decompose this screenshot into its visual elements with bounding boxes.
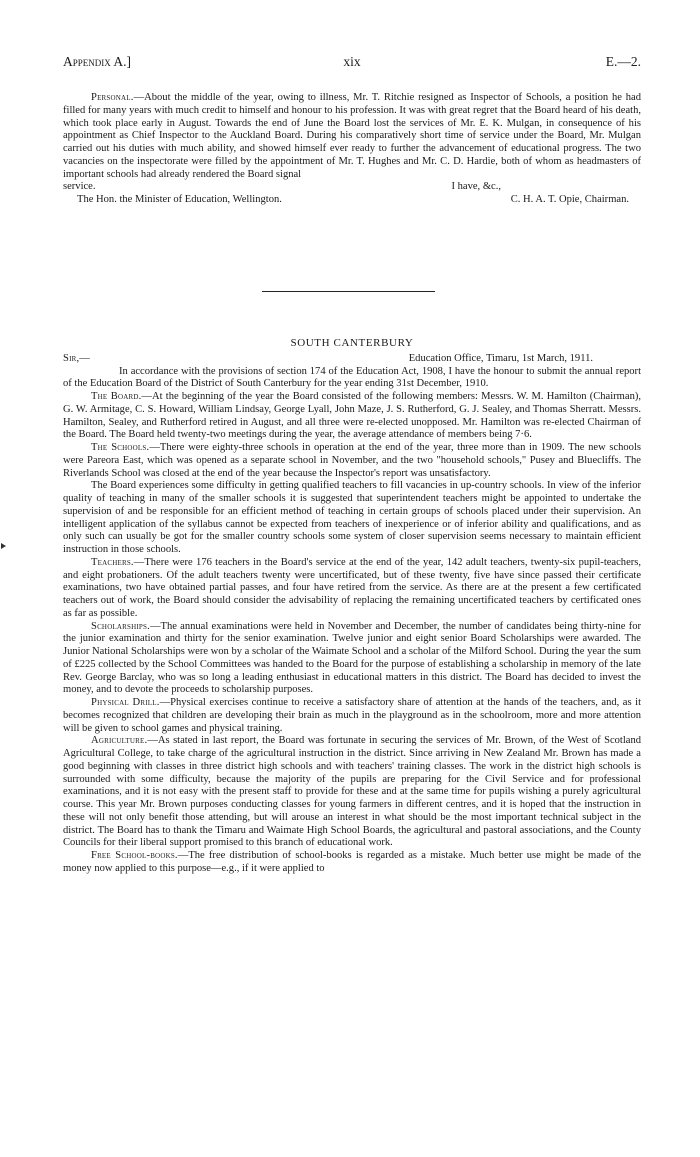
personal-paragraph: [63, 92, 641, 181]
addressee: The Hon. the Minister of Education, Wellington.: [77, 194, 282, 205]
section-text: —At the beginning of the year the Board consisted of the following members: Messrs. W. M. Hamilton (Chairman), G. W. Armitage, C. S. Howard, William Lindsay, George Lyall, John Maze, J. S. Rutherford, G. J. Sealey, and Thomas Sherratt. Messrs. Hamilton, Sealey, and Rutherford retired in August, and all three were re-elected unopposed. Mr. Hamilton was re-elected Chairman of the Board. The Board held twenty-two meetings during the year, the average attendance of members being 7·6.: [63, 391, 641, 441]
signoff-service: service.: [63, 181, 96, 193]
report-title: SOUTH CANTERBURY: [290, 337, 414, 349]
header-appendix: Appendix A.]: [63, 54, 132, 69]
salutation: Sir,—: [63, 352, 91, 364]
intro-paragraph: In accordance with the provisions of section 174 of the Education Act, 1908, I have the honour to submit the annual report of the Education Board of the District of South Canterbury for the year ending 31st December, 1910.: [63, 365, 641, 390]
signoff-i-have: I have, &c.,: [451, 181, 501, 193]
section-heading: Physical Drill.: [91, 697, 160, 708]
section-text: —As stated in last report, the Board was fortunate in securing the services of Mr. Brown, of the West of Scotland Agricultural College, to take charge of the agricultural instruction in the district. Since arriving in New Zealand Mr. Brown has made a good beginning with classes in three district high schools and with teachers' training classes. The work in the district high schools is surrounded with some difficulty, because the majority of the pupils are preparing for the Civil Service and for professional examinations, and it is not easy with the present staff to provide for these and at the same time for pupils wishing a purely agricultural course. This year Mr. Brown purposes conducting classes for young farmers in different centres, and it is hoped that the instruction in these will not only benefit those attending, but will arouse an interest in what should be the most important technical subject in the district. The Board has to thank the Timaru and Waimate High School Boards, the agricultural and pastoral associations, and the County Councils for their liberal support promised to this branch of educational work.: [63, 735, 641, 849]
margin-arrow-icon: [1, 543, 6, 549]
running-header: [63, 54, 641, 70]
section-heading: Free School-books.: [91, 850, 178, 861]
section-text: —The free distribution of school-books is regarded as a mistake. Much better use might be made of the money now applied to this purpose—e.g., if it were applied to: [63, 850, 641, 874]
section-heading: Scholarships.: [91, 620, 150, 632]
section-teachers: [63, 557, 641, 621]
signature-line: [63, 194, 641, 207]
section-the-board: [63, 391, 641, 442]
section-text: —Physical exercises continue to receive a satisfactory share of attention at the hands of the teachers, and, as it becomes recognized that children are developing their brain as much in the playground as in the schoolroom, more and more attention will be given to school games and physical training.: [63, 697, 641, 734]
personal-heading: Personal.: [91, 92, 134, 103]
section-text: —There were eighty-three schools in operation at the end of the year, three more than in 1909. The new schools were Pareora East, which was opened as a separate school in November, and the two "household schools," Pusey and Bluecliffs. The Riverlands School was closed at the end of the year because the Inspector's report was unsatisfactory.: [63, 442, 641, 479]
dateline: Education Office, Timaru, 1st March, 1911.: [408, 352, 593, 364]
auckland-report-ending: [63, 92, 641, 207]
section-heading: The Schools.: [91, 442, 150, 453]
section-free-school-books: [63, 850, 641, 876]
south-canterbury-report: [63, 337, 641, 876]
section-heading: Agriculture.: [91, 735, 148, 747]
header-parliamentary-ref: E.—2.: [605, 54, 641, 69]
section-the-schools: [63, 442, 641, 480]
section-supervision: [63, 480, 641, 557]
personal-text: —About the middle of the year, owing to illness, Mr. T. Ritchie resigned as Inspector of Schools, a position he had filled for many years with much credit to himself and honour to his profession. It was with great regret that the Board heard of his death, which took place early in August. Towards the end of June the Board lost the services of Mr. E. K. Mulgan, in consequence of his appointment as Chief Inspector to the Auckland Board. During his comparatively short time of service under the Board, Mr. Mulgan carried out his duties with much ability, and showed himself ever ready to further the advancement of educational progress. The two vacancies on the inspectorate were filled by the appointment of Mr. T. Hughes and Mr. C. D. Hardie, both of whom as headmasters of important schools had already rendered the Board signal: [63, 92, 641, 180]
header-page-number: xix: [343, 54, 361, 69]
section-text: The Board experiences some difficulty in getting qualified teachers to fill vacancies in up-country schools. In view of the inferior quality of teaching in many of the smaller schools it is suggested that superintendent teachers might be appointed to undertake the supervision of and be responsible for an efficient method of teaching in certain groups of schools placed under their supervision. An intelligent application of the syllabus cannot be expected from teachers of inexperience or of inferior ability and qualifications, and as only such can usually be got for the smaller country schools some system of closer supervision seems necessary to maintain efficient instruction in those schools.: [63, 480, 641, 555]
signatory: C. H. A. T. Opie, Chairman.: [510, 194, 629, 205]
signoff-line: [63, 181, 641, 194]
section-heading: The Board.: [91, 391, 142, 402]
section-heading: Teachers.: [91, 556, 134, 568]
section-divider: [262, 291, 435, 292]
section-scholarships: [63, 621, 641, 698]
section-text: —The annual examinations were held in November and December, the number of candidates being thirty-nine for the junior examination and thirty for the senior examination. Twelve junior and eight senior Board Scholarships were awarded. The Junior National Scholarships were won by a scholar of the Waimate School and a scholar of the Milford School. During the year the sum of £225 collected by the School Committees was handed to the Board for the purpose of establishing a scholarship in memory of the late Rev. George Barclay, who was so long a leading enthusiast in educational matters in this district. The Board has decided to invest the money, and to devote the proceeds to scholarship purposes.: [63, 620, 641, 696]
section-agriculture: [63, 735, 641, 850]
section-physical-drill: [63, 697, 641, 735]
section-text: —There were 176 teachers in the Board's service at the end of the year, 142 adult teachers, twenty-six pupil-teachers, and eight probationers. Of the adult teachers twenty were uncertificated, but of these twenty, five have since passed their certificate examinations, two have obtained partial passes, and four have retired from the service. As there are at the present a few certificated teachers out of work, the Board should consider the advisability of replacing the remaining uncertificated teachers by certificated ones as far as possible.: [63, 556, 641, 619]
salutation-row: [63, 353, 641, 366]
